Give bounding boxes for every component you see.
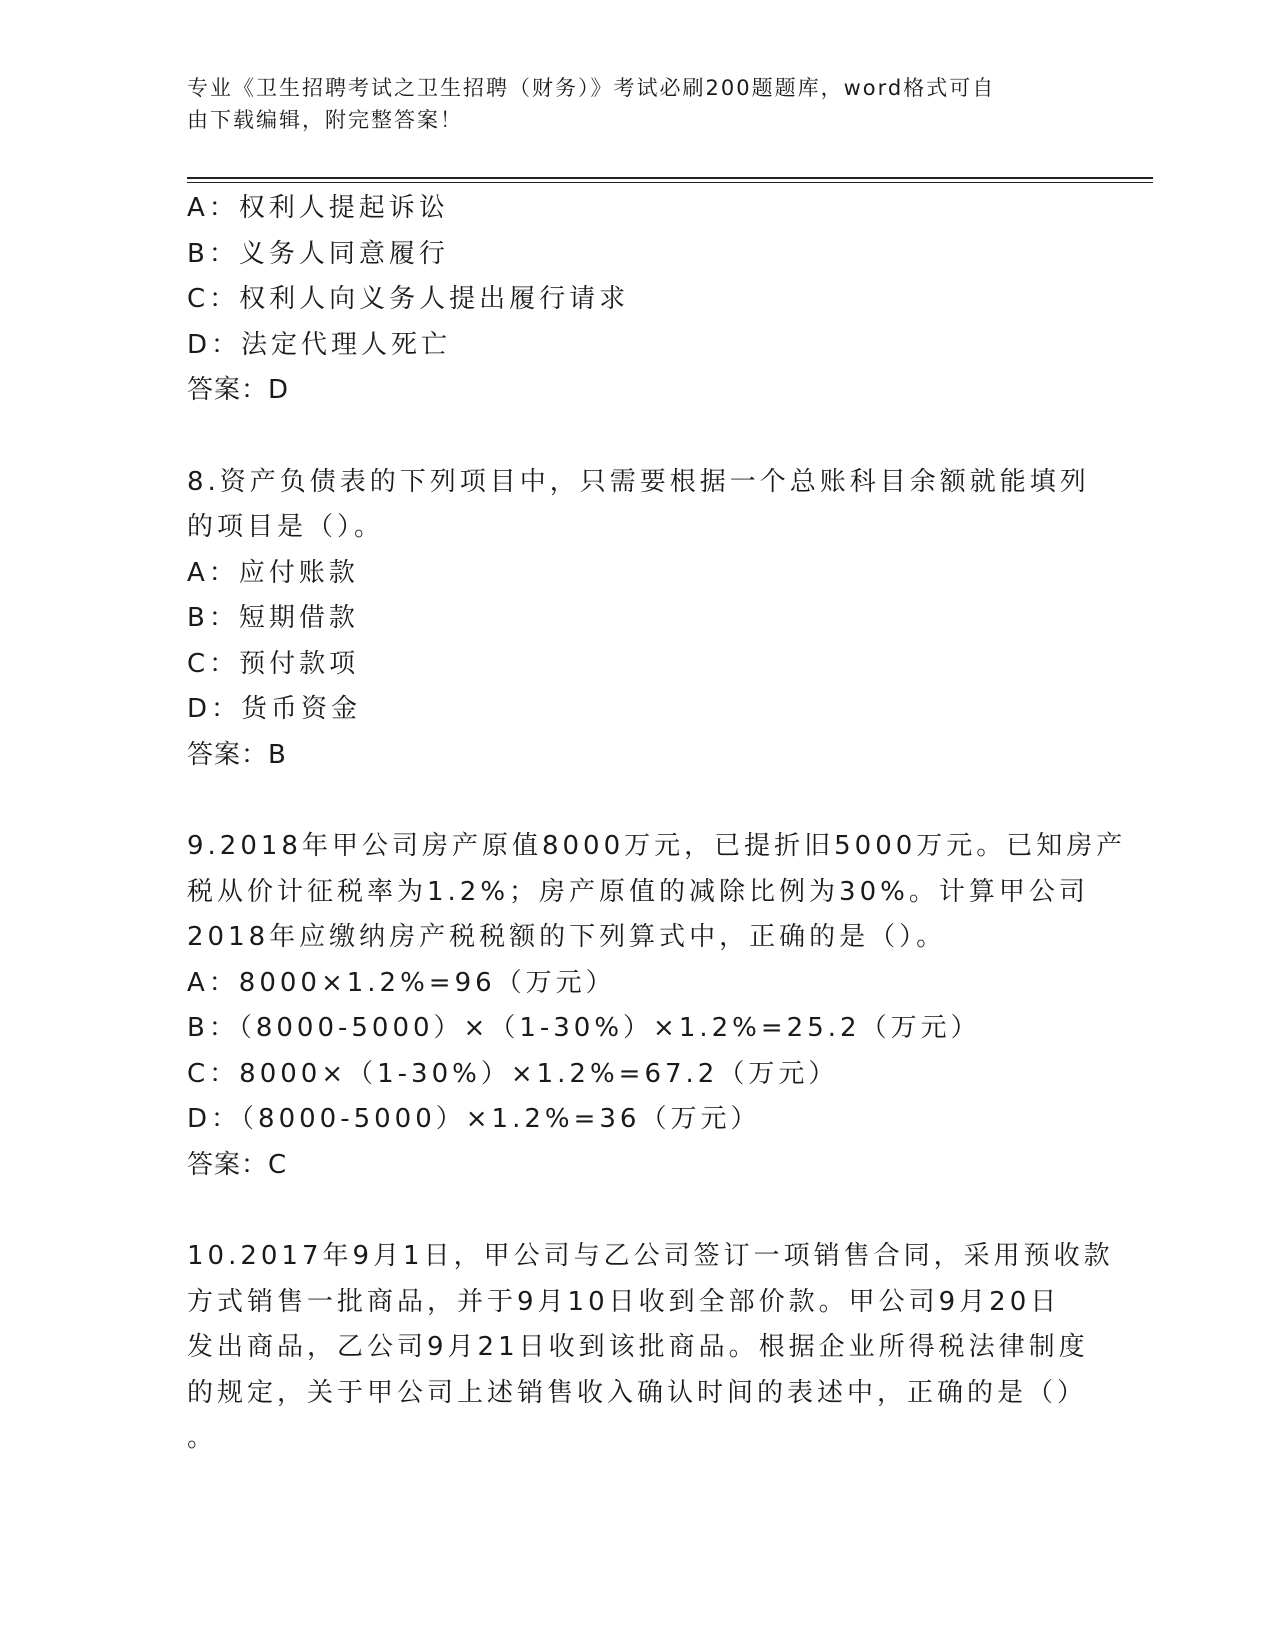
option-b: B：（8000-5000）×（1-30%）×1.2%=25.2（万元） bbox=[187, 1013, 981, 1043]
question-stem: 2018年应缴纳房产税税额的下列算式中，正确的是（）。 bbox=[187, 922, 947, 952]
question-stem: 税从价计征税率为1.2%；房产原值的减除比例为30%。计算甲公司 bbox=[187, 876, 1089, 907]
question-stem: 的规定，关于甲公司上述销售收入确认时间的表述中，正确的是（） bbox=[187, 1377, 1088, 1408]
spacer bbox=[187, 1188, 1087, 1234]
question-stem: 的项目是（）。 bbox=[187, 512, 385, 542]
question-stem: 8.资产负债表的下列项目中，只需要根据一个总账科目余额就能填列 bbox=[187, 466, 1090, 497]
option-d: D：货币资金 bbox=[187, 694, 362, 724]
spacer bbox=[187, 414, 1087, 460]
document-body bbox=[187, 186, 1127, 1462]
question-stem: 方式销售一批商品，并于9月10日收到全部价款。甲公司9月20日 bbox=[187, 1286, 1061, 1317]
option-b: B：义务人同意履行 bbox=[187, 238, 449, 269]
option-d: D：法定代理人死亡 bbox=[187, 329, 452, 360]
option-b: B：短期借款 bbox=[187, 603, 359, 633]
question-10 bbox=[187, 1234, 1114, 1462]
option-a: A：权利人提起诉讼 bbox=[187, 193, 449, 223]
question-7 bbox=[187, 186, 1087, 414]
option-d: D：（8000-5000）×1.2%=36（万元） bbox=[187, 1104, 761, 1134]
option-a: A：应付账款 bbox=[187, 557, 359, 588]
option-c: C：预付款项 bbox=[187, 648, 360, 679]
answer: 答案：D bbox=[187, 375, 290, 405]
answer: 答案：C bbox=[187, 1149, 288, 1180]
question-stem: 9.2018年甲公司房产原值8000万元，已提折旧5000万元。已知房产 bbox=[187, 831, 1127, 861]
question-9 bbox=[187, 824, 1127, 1188]
question-8 bbox=[187, 460, 1090, 779]
option-c: C：权利人向义务人提出履行请求 bbox=[187, 284, 630, 314]
question-stem: 。 bbox=[187, 1423, 218, 1453]
header-line-2: 由下载编辑，附完整答案！ bbox=[187, 108, 463, 132]
question-stem: 发出商品，乙公司9月21日收到该批商品。根据企业所得税法律制度 bbox=[187, 1332, 1089, 1362]
question-stem: 10.2017年9月1日，甲公司与乙公司签订一项销售合同，采用预收款 bbox=[187, 1241, 1114, 1271]
header-line-1: 专业《卫生招聘考试之卫生招聘（财务）》考试必刷200题题库，word格式可自 bbox=[187, 76, 996, 100]
spacer bbox=[187, 778, 1087, 824]
document-header bbox=[187, 72, 1067, 136]
option-c: C：8000×（1-30%）×1.2%=67.2（万元） bbox=[187, 1058, 839, 1089]
answer: 答案：B bbox=[187, 739, 287, 770]
option-a: A：8000×1.2%=96（万元） bbox=[187, 967, 616, 998]
header-rule-thick bbox=[187, 177, 1153, 179]
header-rule-thin bbox=[187, 182, 1153, 183]
